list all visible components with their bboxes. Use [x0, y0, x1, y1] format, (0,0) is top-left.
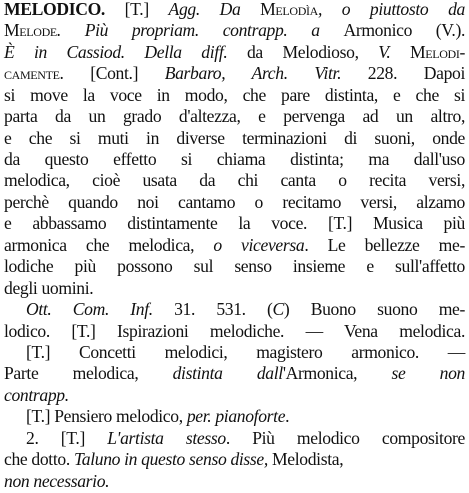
- entry-text-run: che dotto.: [4, 449, 74, 469]
- entry-text-run: degli uomini.: [4, 278, 94, 298]
- entry-text-run: camente: [4, 63, 60, 83]
- entry-text-run: Melodi-: [409, 42, 465, 62]
- entry-line: [4, 20, 465, 41]
- entry-text-run: da Melodioso,: [246, 42, 379, 62]
- entry-line: [4, 63, 465, 84]
- entry-line: [4, 449, 465, 470]
- entry-text-run: . [Cont.]: [59, 63, 165, 83]
- entry-text-run: Armonico (V.).: [343, 20, 465, 40]
- entry-text-run: ) Buono suono me-: [283, 299, 466, 319]
- entry-text-run: a: [311, 20, 344, 40]
- entry-text-run: perchè quando noi cantamo o recitamo versi, alzamo: [4, 192, 465, 212]
- entry-text-run: .: [285, 406, 290, 426]
- entry-line: [4, 235, 465, 256]
- entry-line: [4, 363, 465, 384]
- entry-text-run: distinta dall: [172, 363, 283, 383]
- entry-text-run: 2. [T.]: [26, 428, 108, 448]
- entry-text-run: si move la voce in modo, che pare distinta, e che si: [4, 85, 465, 105]
- entry-line: [4, 0, 465, 20]
- entry-line: [26, 406, 465, 427]
- entry-line: [4, 278, 465, 299]
- entry-text-run: V.: [378, 42, 410, 62]
- entry-text-run: C: [272, 299, 284, 319]
- entry-text-run: L'artista stesso: [107, 428, 226, 448]
- entry-text-run: se non: [391, 363, 465, 383]
- entry-text-run: per. pianoforte: [186, 406, 286, 426]
- entry-line: [26, 342, 465, 363]
- entry-line: [26, 428, 465, 449]
- entry-text-run: lodico. [T.] Ispirazioni melodiche. — Vena melodica.: [4, 321, 465, 341]
- entry-line: [4, 85, 465, 106]
- entry-line: [4, 42, 465, 63]
- entry-text-run: e abbassamo distintamente la voce. [T.] Musica più: [4, 213, 465, 233]
- entry-line: [4, 321, 465, 342]
- entry-text-run: Taluno in questo senso disse,: [73, 449, 272, 469]
- entry-text-run: MELODICO.: [4, 0, 105, 19]
- entry-line: [4, 256, 465, 277]
- entry-text-run: Agg. Da: [168, 0, 261, 19]
- entry-line: [4, 471, 465, 492]
- entry-line: [4, 170, 465, 191]
- entry-text-run: da questo effetto si chiama distinta; ma dall'uso: [4, 149, 465, 169]
- entry-text-run: È in Cassiod. Della diff.: [4, 42, 247, 62]
- entry-text-run: armonica che melodica,: [4, 235, 214, 255]
- entry-text-run: [T.]: [104, 0, 169, 19]
- entry-text-run: , o piuttosto da: [317, 0, 465, 19]
- entry-text-run: melodica, cioè usata da chi canta o recita versi,: [4, 170, 465, 190]
- entry-text-run: Melodista,: [271, 449, 344, 469]
- entry-text-run: 228. Dapoi: [367, 63, 465, 83]
- entry-text-run: lodiche più possono sul senso insieme e sull'affetto: [4, 256, 465, 276]
- entry-text-run: parta da un grado d'altezza, e pervenga ad un altro,: [4, 106, 465, 126]
- entry-text-run: Barbaro, Arch. Vitr.: [164, 63, 368, 83]
- entry-text-run: 'Armonica,: [282, 363, 392, 383]
- entry-text-run: o viceversa: [213, 235, 305, 255]
- entry-text-run: Parte melodica,: [4, 363, 173, 383]
- entry-text-run: [T.] Pensiero melodico,: [26, 406, 187, 426]
- entry-line: [4, 149, 465, 170]
- entry-text-run: contrapp.: [4, 385, 69, 405]
- entry-text-run: non necessario.: [4, 471, 110, 491]
- entry-text-run: . Più melodico compositore: [225, 428, 465, 448]
- entry-text-run: . Le bellezze me-: [304, 235, 465, 255]
- entry-line: [4, 106, 465, 127]
- entry-line: [4, 192, 465, 213]
- entry-line: [4, 128, 465, 149]
- entry-text-run: 31. 531. (: [174, 299, 273, 319]
- entry-line: [4, 385, 465, 406]
- entry-line: [4, 213, 465, 234]
- entry-text-run: Ott. Com. Inf.: [26, 299, 175, 319]
- entry-text-run: . Più propriam. contrapp.: [56, 20, 312, 40]
- entry-text-run: e che si muti in diverse terminazioni di suoni, onde: [4, 128, 465, 148]
- entry-line: [26, 299, 465, 320]
- entry-text-run: [T.] Concetti melodici, magistero armonico. —: [26, 342, 465, 362]
- entry-text-run: Melode: [4, 20, 57, 40]
- entry-text-run: Melodìa: [260, 0, 318, 19]
